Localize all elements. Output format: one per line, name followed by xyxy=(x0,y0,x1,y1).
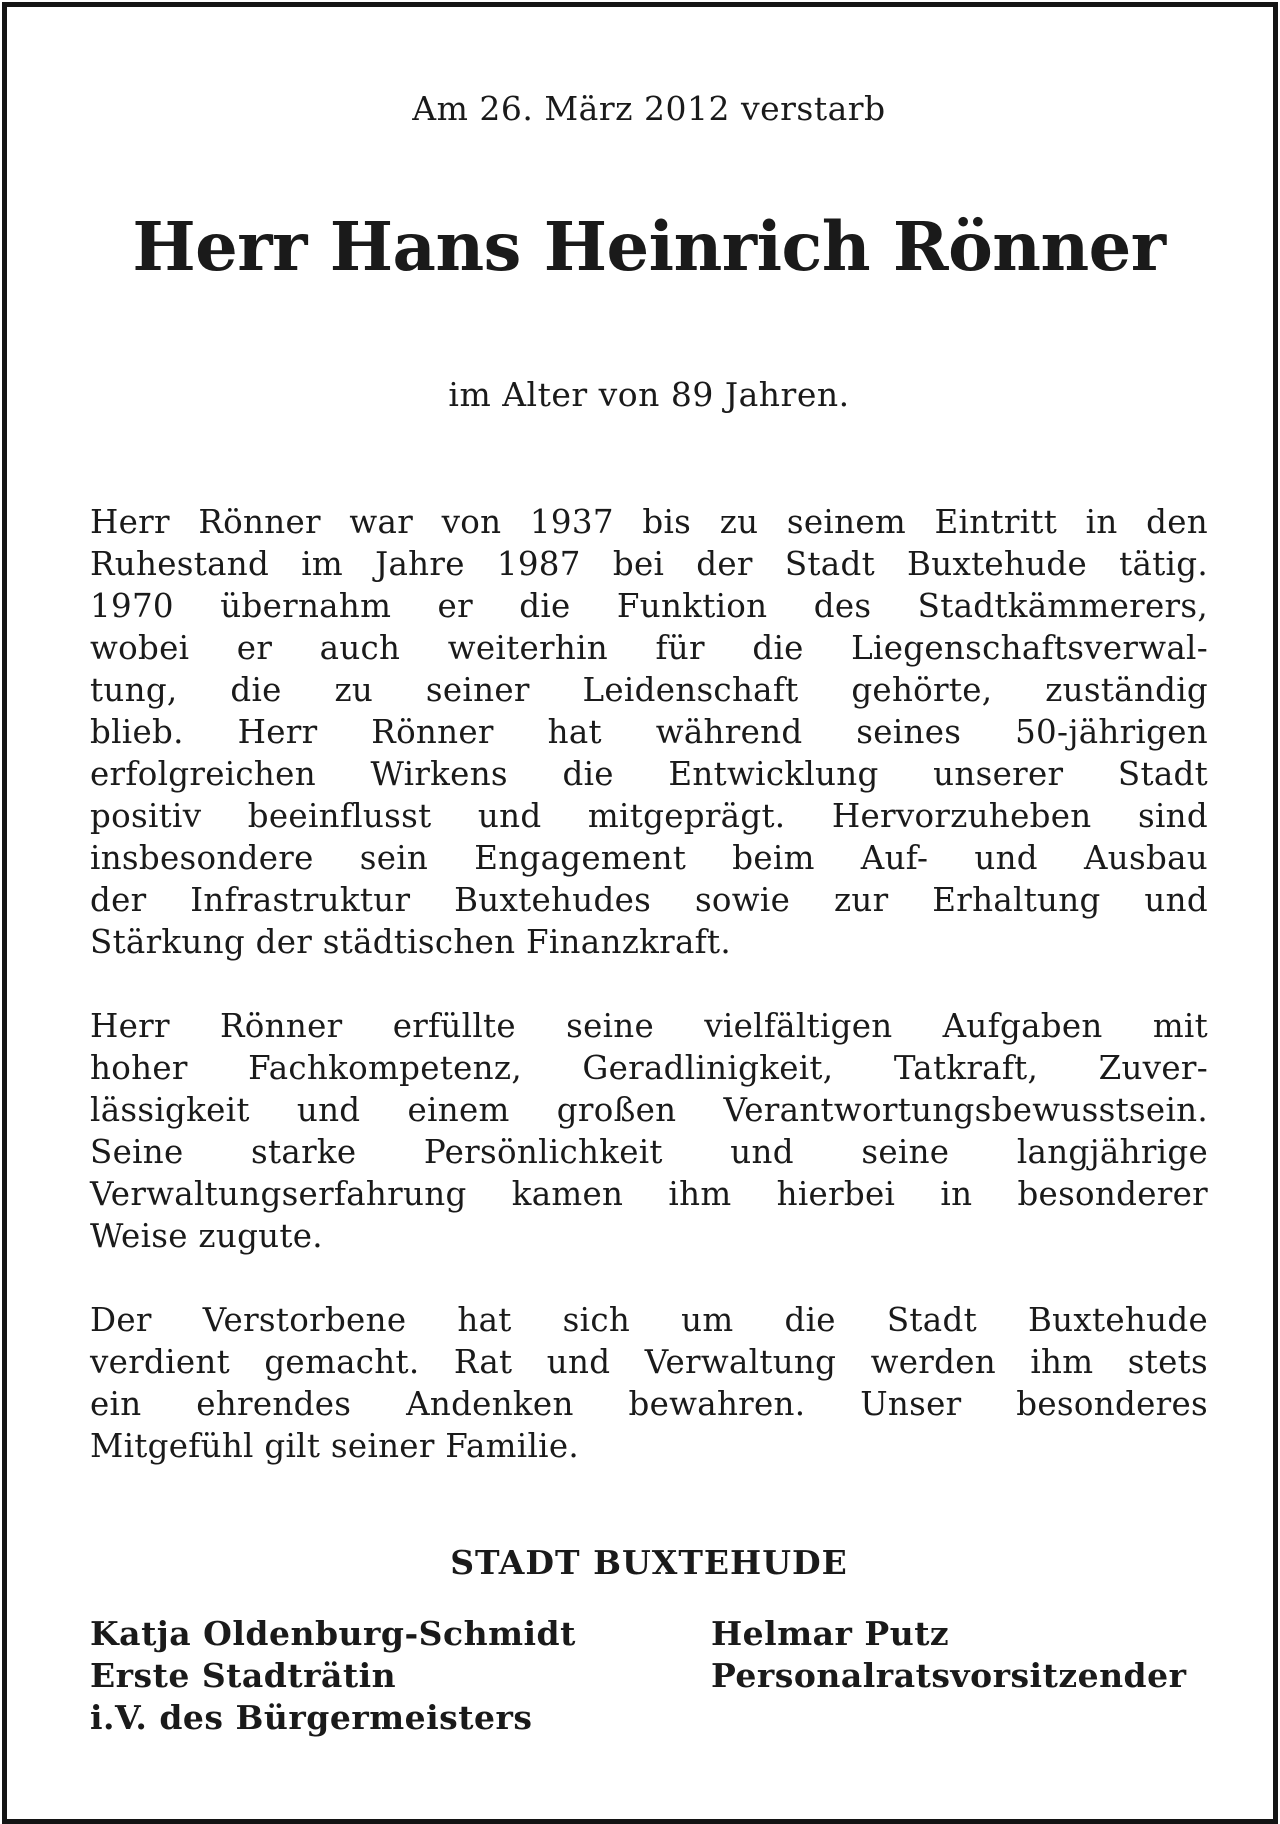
signatory-title: Erste Stadträtin xyxy=(90,1656,397,1695)
text-line: verdient gemacht. Rat und Verwaltung werden ihm stets xyxy=(90,1343,1208,1381)
signatory-title: Personalratsvorsitzender xyxy=(711,1656,1187,1695)
obituary-notice xyxy=(2,2,1278,1824)
text-line: ein ehrendes Andenken bewahren. Unser besonderes xyxy=(90,1385,1208,1423)
text-line: Herr Rönner war von 1937 bis zu seinem Eintritt in den xyxy=(90,503,1208,541)
text-line: Stärkung der städtischen Finanzkraft. xyxy=(90,923,731,961)
text-line: hoher Fachkompetenz, Geradlinigkeit, Tatkraft, Zuver- xyxy=(90,1049,1208,1087)
text-line: Mitgefühl gilt seiner Familie. xyxy=(90,1427,579,1465)
age-line: im Alter von 89 Jahren. xyxy=(448,375,850,414)
text-line: Seine starke Persönlichkeit und seine langjährige xyxy=(90,1133,1208,1171)
text-line: Verwaltungserfahrung kamen ihm hierbei in besonderer xyxy=(90,1175,1208,1213)
paragraph-character xyxy=(90,1005,1208,1257)
text-line: lässigkeit und einem großen Verantwortungsbewusstsein. xyxy=(90,1091,1208,1129)
text-line: der Infrastruktur Buxtehudes sowie zur Erhaltung und xyxy=(90,881,1208,919)
signatory-left xyxy=(90,1613,690,1739)
signatory-name: Helmar Putz xyxy=(711,1614,950,1653)
paragraph-condolence xyxy=(90,1299,1208,1467)
text-line: Ruhestand im Jahre 1987 bei der Stadt Buxtehude tätig. xyxy=(90,545,1208,583)
text-line: Herr Rönner erfüllte seine vielfältigen Aufgaben mit xyxy=(90,1007,1208,1045)
text-line: tung, die zu seiner Leidenschaft gehörte, zuständig xyxy=(90,671,1208,709)
text-line: insbesondere sein Engagement beim Auf- und Ausbau xyxy=(90,839,1208,877)
text-line: blieb. Herr Rönner hat während seines 50-jährigen xyxy=(90,713,1208,751)
text-line: wobei er auch weiterhin für die Liegenschaftsverwal- xyxy=(90,629,1208,667)
deceased-name: Herr Hans Heinrich Rönner xyxy=(132,207,1166,286)
text-line: Weise zugute. xyxy=(90,1217,323,1255)
signatory-right xyxy=(711,1613,1208,1697)
paragraph-career xyxy=(90,501,1208,963)
signatory-role: i.V. des Bürgermeisters xyxy=(90,1698,533,1737)
death-date-line: Am 26. März 2012 verstarb xyxy=(412,89,886,128)
text-line: erfolgreichen Wirkens die Entwicklung unserer Stadt xyxy=(90,755,1208,793)
text-line: 1970 übernahm er die Funktion des Stadtkämmerers, xyxy=(90,587,1208,625)
organization-name: STADT BUXTEHUDE xyxy=(450,1543,848,1582)
text-line: Der Verstorbene hat sich um die Stadt Buxtehude xyxy=(90,1301,1208,1339)
signatory-name: Katja Oldenburg-Schmidt xyxy=(90,1614,576,1653)
text-line: positiv beeinflusst und mitgeprägt. Hervorzuheben sind xyxy=(90,797,1208,835)
